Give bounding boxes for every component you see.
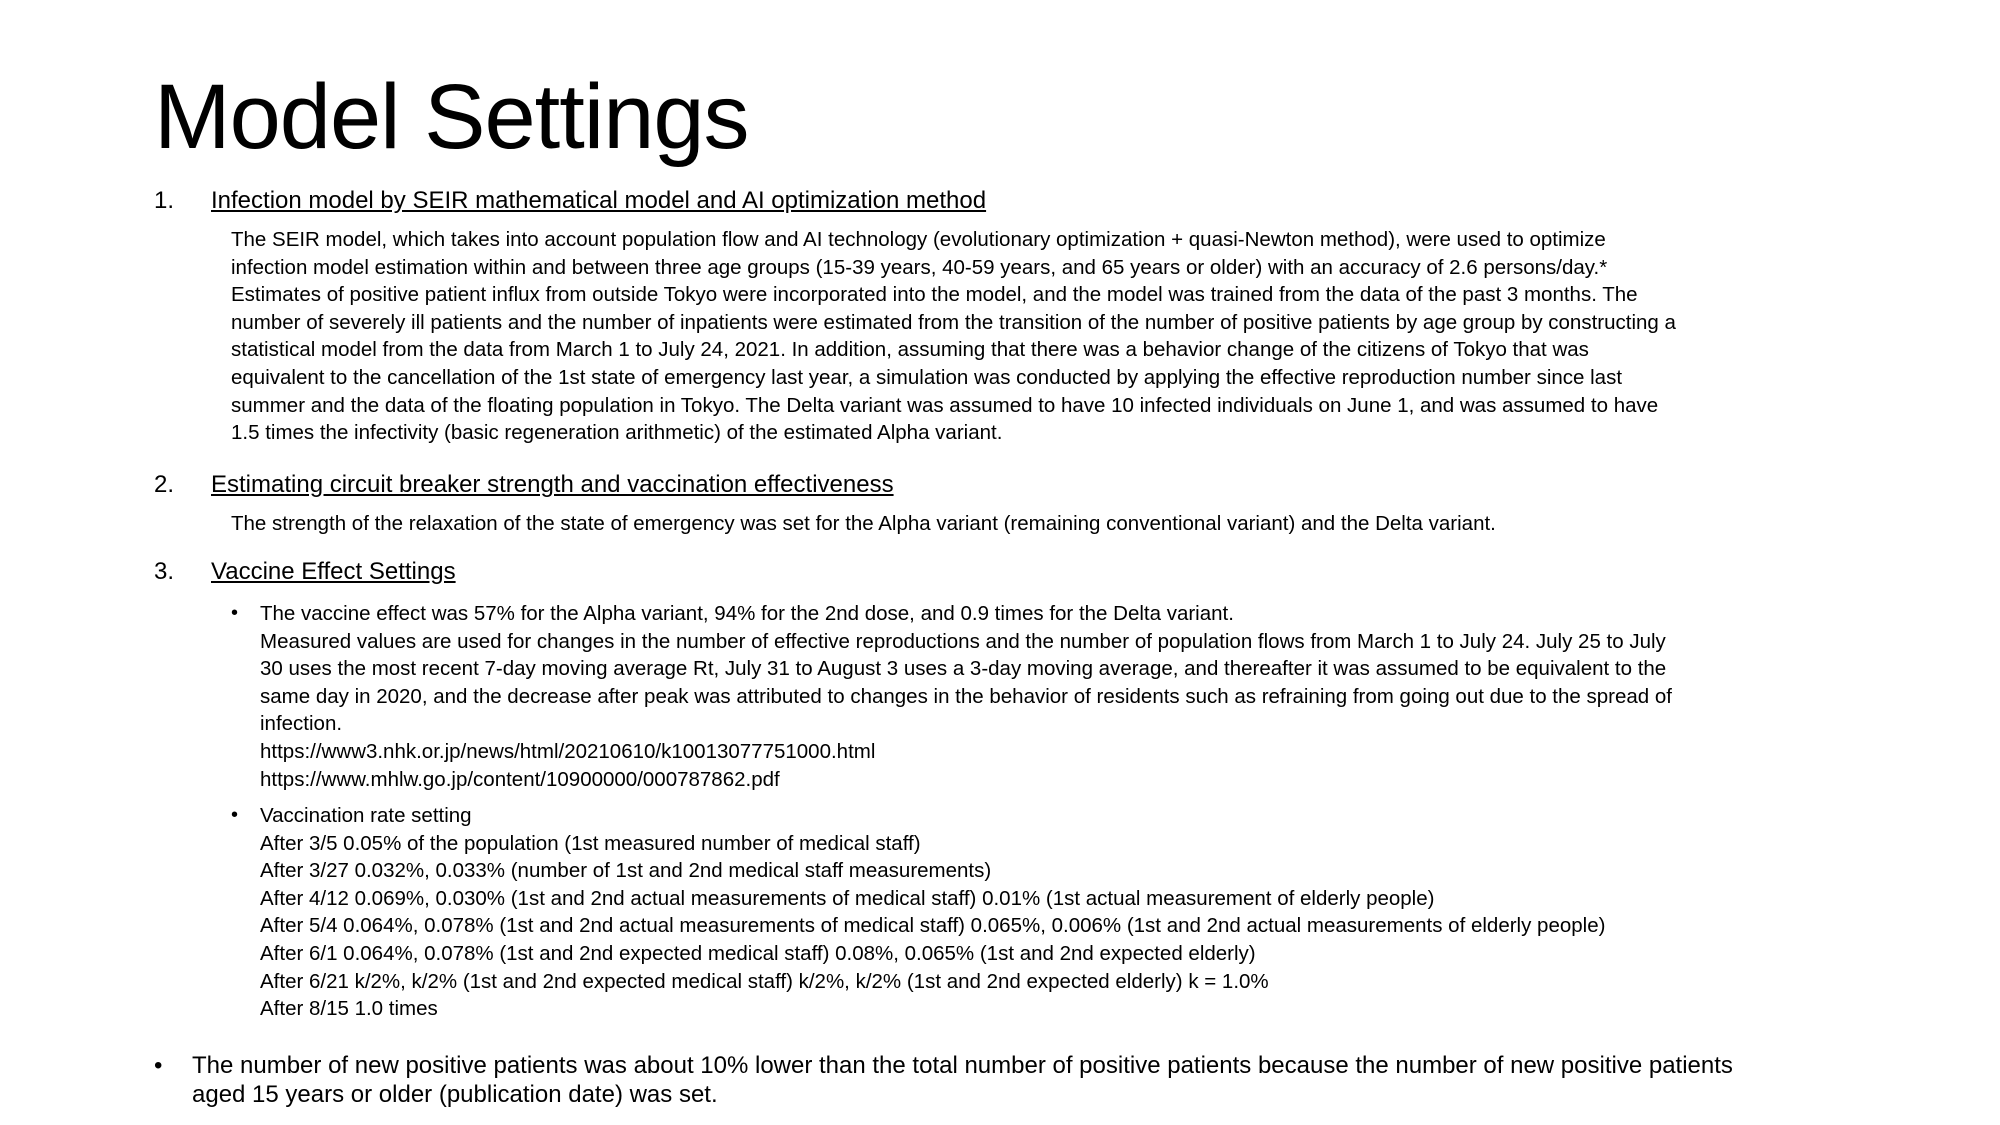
note-line: aged 15 years or older (publication date) was set.: [192, 1081, 718, 1108]
reference-link[interactable]: https://www3.nhk.or.jp/news/html/20210610/k10013077751000.html: [260, 739, 876, 763]
body-line: number of severely ill patients and the number of inpatients were estimated from the transition of the number of positive patients by age group by constructing a: [231, 310, 1676, 334]
bullet-line: After 5/4 0.064%, 0.078% (1st and 2nd actual measurements of medical staff) 0.065%, 0.006% (1st and 2nd actual measurements of elderly people): [260, 914, 1606, 938]
section-2-body: [231, 510, 1881, 538]
bullet-line: The vaccine effect was 57% for the Alpha variant, 94% for the 2nd dose, and 0.9 times for the Delta variant.: [260, 602, 1234, 625]
page-title: Model Settings: [154, 66, 749, 168]
body-line: equivalent to the cancellation of the 1st state of emergency last year, a simulation was conducted by applying the effective reproduction number since last: [231, 365, 1623, 389]
bullet-line: 30 uses the most recent 7-day moving average Rt, July 31 to August 3 uses a 3-day moving average, and thereafter it was assumed to be equivalent to the: [260, 657, 1667, 681]
section-heading: Vaccine Effect Settings: [211, 558, 456, 585]
bullet-marker: •: [231, 804, 239, 826]
bullet-marker: •: [231, 602, 239, 624]
body-line: infection model estimation within and between three age groups (15-39 years, 40-59 years, and 65 years or older) with an accuracy of 2.6 persons/day.*: [231, 255, 1608, 279]
final-note: [192, 1051, 1892, 1109]
body-line: statistical model from the data from March 1 to July 24, 2021. In addition, assuming that there was a behavior change of the citizens of Tokyo that was: [231, 338, 1589, 362]
reference-link[interactable]: https://www.mhlw.go.jp/content/10900000/000787862.pdf: [260, 767, 780, 791]
body-line: summer and the data of the floating population in Tokyo. The Delta variant was assumed to have 10 infected individuals on June 1, and was assumed to have: [231, 393, 1659, 417]
body-line: The SEIR model, which takes into account population flow and AI technology (evolutionary optimization + quasi-Newton method), were used to optimize: [231, 228, 1606, 251]
section-heading: Infection model by SEIR mathematical model and AI optimization method: [211, 187, 987, 214]
bullet-line: After 3/5 0.05% of the population (1st measured number of medical staff): [260, 831, 921, 855]
bullet-line: Measured values are used for changes in the number of effective reproductions and the number of population flows from March 1 to July 24. July 25 to July: [260, 629, 1666, 653]
section-number: 3.: [154, 558, 175, 585]
section-1-body: [231, 226, 1881, 447]
bullet-line: After 6/1 0.064%, 0.078% (1st and 2nd expected medical staff) 0.08%, 0.065% (1st and 2nd expected elderly): [260, 941, 1256, 965]
bullet-line: same day in 2020, and the decrease after peak was attributed to changes in the behavior of residents such as refraining from going out due to the spread of: [260, 684, 1672, 708]
body-line: 1.5 times the infectivity (basic regeneration arithmetic) of the estimated Alpha variant.: [231, 421, 1003, 445]
section-number: 1.: [154, 187, 175, 214]
bullet-line: After 3/27 0.032%, 0.033% (number of 1st and 2nd medical staff measurements): [260, 859, 992, 883]
section-heading: Estimating circuit breaker strength and vaccination effectiveness: [211, 471, 894, 498]
vaccine-effect-bullet: [260, 600, 1880, 793]
body-line: The strength of the relaxation of the state of emergency was set for the Alpha variant (remaining conventional variant) and the Delta variant.: [231, 512, 1496, 535]
bullet-marker: •: [154, 1052, 163, 1079]
bullet-line: After 4/12 0.069%, 0.030% (1st and 2nd actual measurements of medical staff) 0.01% (1st actual measurement of elderly people): [260, 886, 1435, 910]
bullet-line: Vaccination rate setting: [260, 804, 472, 827]
bullet-line: After 6/21 k/2%, k/2% (1st and 2nd expected medical staff) k/2%, k/2% (1st and 2nd expected elderly) k = 1.0%: [260, 969, 1269, 993]
body-line: Estimates of positive patient influx from outside Tokyo were incorporated into the model, and the model was trained from the data of the past 3 months. The: [231, 283, 1638, 307]
bullet-line: infection.: [260, 712, 343, 736]
bullet-line: After 8/15 1.0 times: [260, 997, 438, 1021]
note-line: The number of new positive patients was about 10% lower than the total number of positive patients because the number of new positive patients: [192, 1052, 1733, 1079]
section-number: 2.: [154, 471, 175, 498]
vaccination-rate-bullet: [260, 802, 1880, 1023]
